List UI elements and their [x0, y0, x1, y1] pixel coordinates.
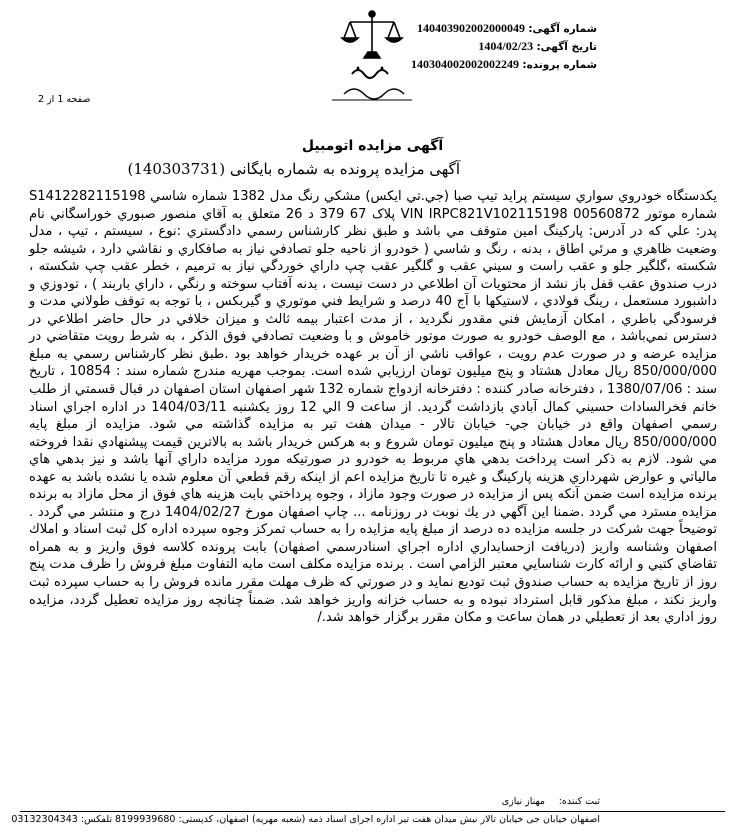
ad-date-label: تاریخ آگهی: — [536, 41, 597, 53]
recorder-label: ثبت کننده: — [558, 796, 600, 807]
footer-address: اصفهان خیابان جی خیابان تالار نبش میدان هفت تیر اداره اجرای اسناد ذمه (شعبه مهریه) اصفهان، کدپستی: 8199939680 تلفکس: 03132304343 — [11, 814, 600, 825]
recorder-name: مهناز نیازی — [501, 796, 545, 807]
ad-number: 140403902002000049 — [416, 21, 525, 35]
ad-date: 1404/02/23 — [478, 39, 534, 53]
announcement-body: یکدستگاه خودروي سواري سيستم پرايد تيپ صبا (جي.تي ايكس) مشكي رنگ مدل 1382 شماره شاسي S1412282115198 شماره موتور 00560872 VIN IRPC821V102115198 پلاک 67 379 د 26 متعلق به آقاي منصور صبوري خوراسگاني نام پدر: علي كه در آدرس: پاركينگ امين متوقف مي باشد و طبق نظر كارشناس رسمي دادگستري :نوع ، سيستم ، تيپ ، مدل وضعيت ظاهري و مرئي اطاق ، بدنه ، رنگ و شاسي ( خودرو از ناحيه جلو تصادفي نياز به صافكاري و نقاشي دارد ، شيشه جلو شكسته ،گلگير جلو و عقب راست و سيني عقب و گلگير عقب چپ داراي خوردگي نياز به ترميم ، خطر عقب چپ شكسته ، درب صندوق عقب قفل باز نشد از محتويات آن اطلاعي در دست نيست ، بدنه آفتاب سوخته و رنگي ، داراي باربند ) ، تودوزي و داشبورد مستعمل ، رينگ فولادي ، لاستيكها با آج 40 درصد و شرايط فني موتوري و گيربكس ، با توجه به توقف طولاني مدت و فرسودگي باطري ، امكان آزمايش فني مقدور نگرديد ، از مدت اعتبار بيمه ثالث و ميزان خلافي در حال حاضر اطلاعي در دسترس نمي‌باشد ، مع الوصف خودرو به صورت موتور خاموش و با وضعيت تصادفي فوق الذكر ، به شرط رويت متقاضي در مزايده عرضه و در صورت عدم رويت ، عواقب ناشي از آن بر عهده خريدار خواهد بود .طبق نظر كارشناس رسمي به مبلغ 850/000/000 ريال معادل هشتاد و پنج ميليون تومان ارزيابي شده است. بموجب مهريه مندرج شماره سند : 10854 ، تاريخ سند : 1380/07/06 ، دفترخانه صادر كننده : دفترخانه ازدواج شماره 132 شهر اصفهان استان اصفهان در قبال قسمتي از طلب خانم فخرالسادات حسيني كمال آبادي بازداشت گرديد. از ساعت 9 الي 12 روز يكشنبه 1404/03/11 در اداره اجراي اسناد رسمي اصفهان واقع در خيابان جي- خيابان تالار - ميدان هفت تير به مزايده گذاشته مي شود. مزايده از مبلغ پايه 850/000/000 ريال معادل هشتاد و پنج ميليون تومان شروع و به هركس خريدار باشد به بالاترين قيمت پيشنهادي نقدا فروخته مي شود. لازم به ذكر است پرداخت بدهي هاي مربوط به خودرو در صورتيكه مورد مزايده داراي آنها باشد و نيز بدهي هاي مالياتي و عوارض شهرداري هزينه پاركينگ و غيره تا تاريخ مزايده اعم از اينكه رقم قطعي آن معلوم شده يا نشده باشد به عهده برنده مزايده است ضمن آنكه پس از مزايده در صورت وجود مازاد ، وجوه پرداختي بابت هزينه هاي فوق از محل مازاد به برنده مزايده مسترد مي گردد .ضمنا اين آگهي در يك نوبت در روزنامه ... چاپ اصفهان مورخ 1404/02/27 درج و منتشر مي گردد . توضيحاً جهت شركت در جلسه مزايده ده درصد از مبلغ پايه مزايده را به حساب تمركز وجوه سپرده اداره كل ثبت اسناد و املاك اصفهان وشناسه واريز (دريافت ازحسابداري اداره اجراي اسنادرسمي اصفهان) بابت پرونده كلاسه فوق واريز و به همراه تقاضاي كتبي و ارائه كارت شناسايي معتبر الزامي است . برنده مزايده مكلف است مابه التفاوت مبلغ فروش را ظرف مدت پنج روز از تاريخ مزايده به حساب صندوق ثبت توديع نمايد و در صورتي كه ظرف مهلت مقرر مانده فروش را به حساب سپرده ثبت واريز نكند ، مبلغ مذكور قابل استرداد نبوده و به حساب خزانه واريز خواهد شد. ضمناً چنانچه روز مزايده تعطيل گردد، مزايده روز اداري بعد از تعطيلي در همان ساعت و مكان مقرر برگزار خواهد شد./ — [29, 189, 718, 626]
footer-recorder — [0, 796, 745, 810]
document-title: آگهی مزایده اتومبیل — [301, 138, 444, 154]
document-subtitle: آگهی مزایده پرونده به شماره بایگانی (140303731) — [127, 160, 460, 178]
file-number: 140304002002002249 — [411, 57, 520, 71]
footer-divider — [20, 811, 725, 812]
page-indicator: صفحه 1 از 2 — [38, 94, 91, 105]
ad-number-label: شماره آگهی: — [528, 23, 597, 35]
file-number-label: شماره پرونده: — [522, 59, 597, 71]
judiciary-emblem-logo — [292, 6, 452, 112]
